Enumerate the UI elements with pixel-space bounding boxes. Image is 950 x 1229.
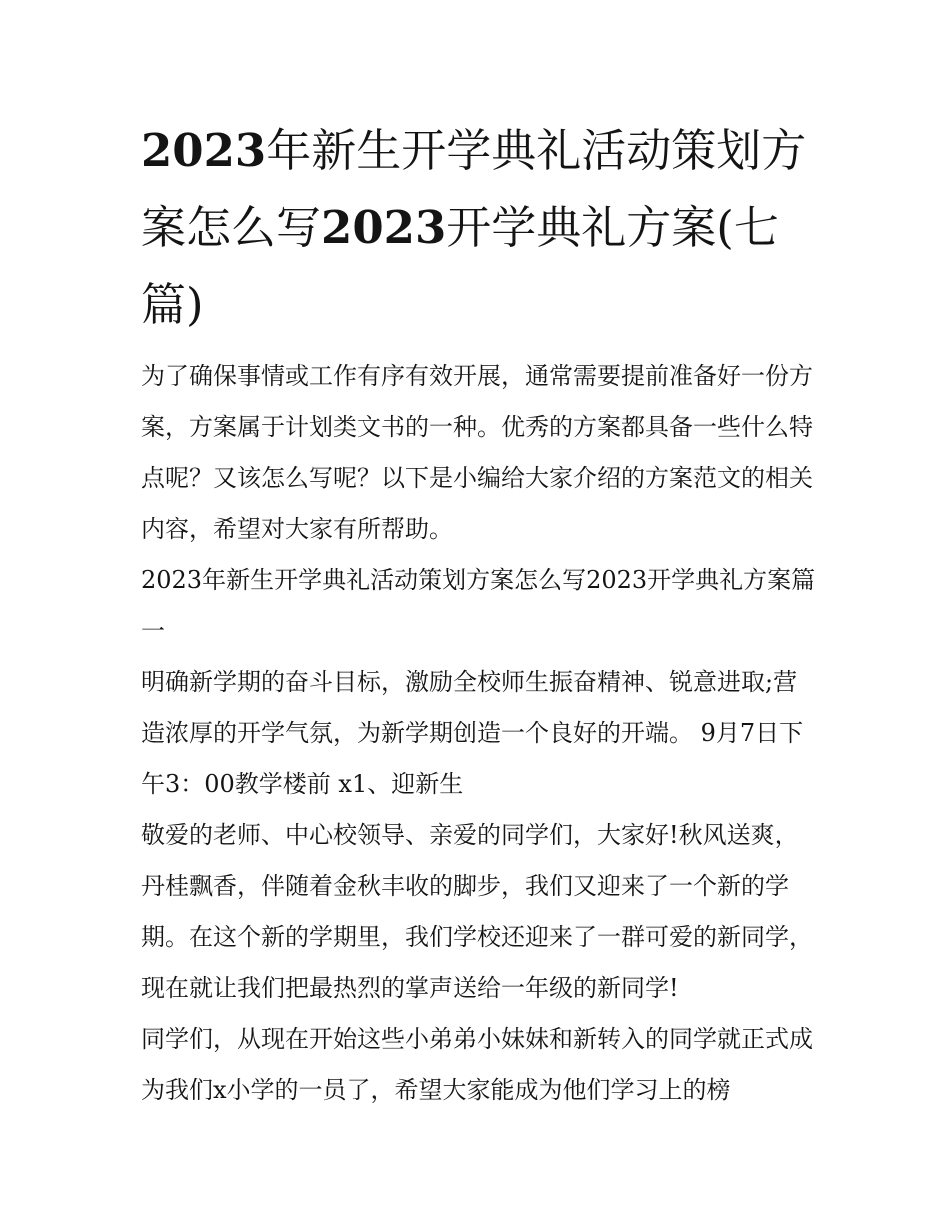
section-heading: 2023年新生开学典礼活动策划方案怎么写2023开学典礼方案篇一: [141, 566, 816, 645]
body-paragraph: 明确新学期的奋斗目标，激励全校师生振奋精神、锐意进取;营造浓厚的开学气氛，为新学期创造一个良好的开端。 9月7日下午3：00教学楼前 x1、迎新生: [141, 668, 804, 798]
body-paragraph: 敬爱的老师、中心校领导、亲爱的同学们，大家好!秋风送爽，丹桂飘香，伴随着金秋丰收的脚步，我们又迎来了一个新的学期。在这个新的学期里，我们学校还迎来了一群可爱的新同学，现在就让我们把最热烈的掌声送给一年级的新同学!: [141, 821, 813, 1002]
document-title: [141, 112, 821, 343]
title-year-1: 2023: [141, 124, 267, 177]
title-text-2: 开学典礼方案(七篇): [141, 201, 779, 331]
intro-paragraph: 为了确保事情或工作有序有效开展，通常需要提前准备好一份方案，方案属于计划类文书的一种。优秀的方案都具备一些什么特点呢？又该怎么写呢？以下是小编给大家介绍的方案范文的相关内容，希望对大家有所帮助。: [141, 362, 813, 543]
document-page: [141, 112, 821, 1116]
title-year-2: 2023: [321, 201, 447, 254]
body-paragraph: 同学们，从现在开始这些小弟弟小妹妹和新转入的同学就正式成为我们x小学的一员了，希望大家能成为他们学习上的榜: [141, 1025, 813, 1104]
title-text-1: 年新生开学典礼活动策划方案怎么写: [141, 124, 807, 254]
